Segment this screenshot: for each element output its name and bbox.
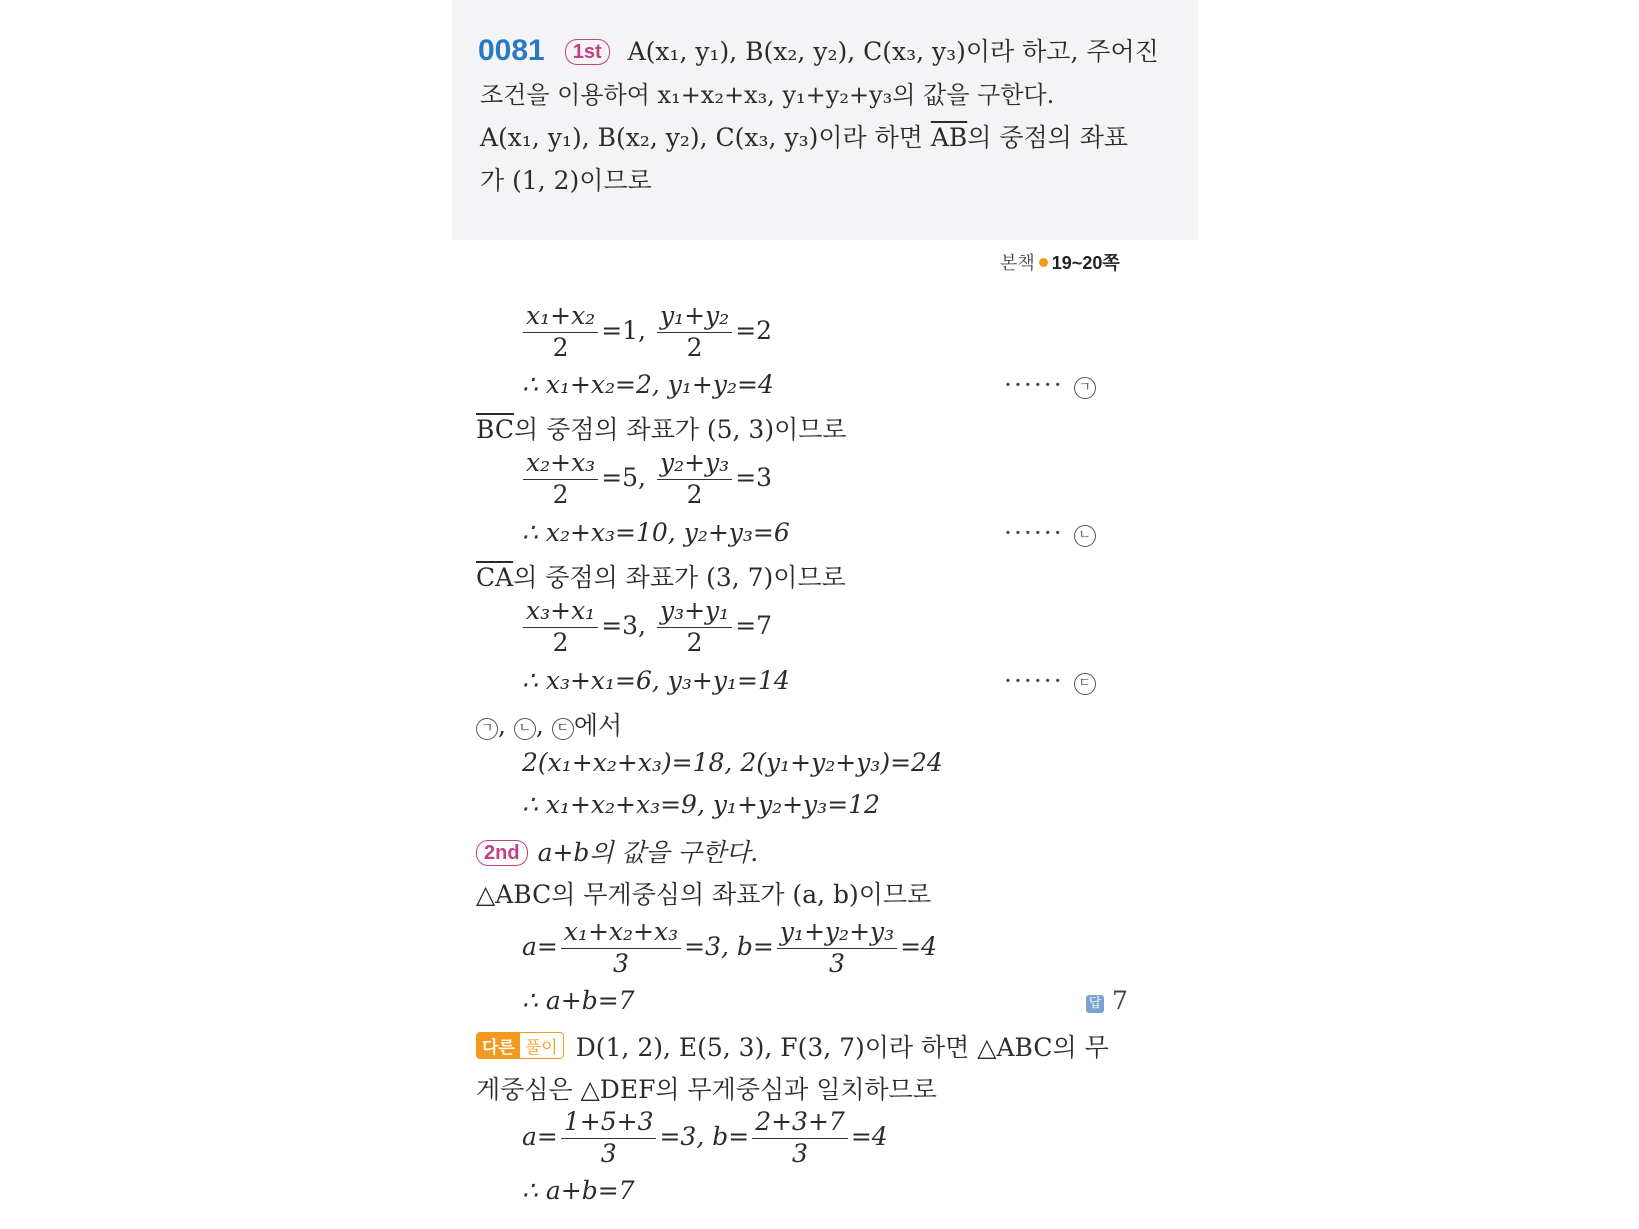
step2-header: 2nd a+b의 값을 구한다. [476, 833, 758, 869]
alt-solution-tag: 다른 풀이 [476, 1032, 564, 1059]
alt-result: ∴ a+b=7 [522, 1176, 635, 1205]
segment-ca: $\overline{CA}$ [476, 563, 514, 592]
ca-intro: $\overline{CA}$의 중점의 좌표가 (3, 7)이므로 [476, 563, 846, 592]
marker-3: ······ ㄷ [1004, 666, 1096, 695]
fraction: $\frac{\text{x₁+x₂+x₃}}{3}$ [561, 918, 681, 979]
centroid-line: △ABC의 무게중심의 좌표가 (a, b)이므로 [476, 880, 932, 909]
intro-line1 [480, 118, 1128, 154]
bc-fraction-eq: $\frac{\text{x₂+x₃}}{2}$ =5, $\frac{\text{y₂+y₃}}{2}$ =3 [520, 449, 772, 510]
segment-bc: $\overline{BC}$ [476, 415, 514, 444]
ab-result: ∴ x₁+x₂=2, y₁+y₂=4 [522, 370, 774, 399]
marker-2: ······ ㄴ [1004, 518, 1096, 547]
fraction: $\frac{2+3+7}{3}$ [752, 1108, 848, 1169]
bc-result: ∴ x₂+x₃=10, y₂+y₃=6 [522, 518, 790, 547]
ca-result: ∴ x₃+x₁=6, y₃+y₁=14 [522, 666, 790, 695]
fraction: $\frac{\text{x₂+x₃}}{2}$ [523, 449, 598, 510]
fraction: $\frac{\text{y₁+y₂}}{2}$ [657, 302, 732, 363]
problem-number: 0081 [478, 34, 545, 67]
intro-text-a: A(x₁, y₁), B(x₂, y₂), C(x₃, y₃)이라 하면 [480, 123, 931, 152]
alt-line1: 다른 풀이 D(1, 2), E(5, 3), F(3, 7)이라 하면 △ABC의 무 [476, 1028, 1109, 1064]
step1-tag: 1st [565, 39, 610, 65]
step2-tag: 2nd [476, 840, 528, 866]
ca-fraction-eq: $\frac{\text{x₃+x₁}}{2}$ =3, $\frac{\text{y₃+y₁}}{2}$ =7 [520, 597, 772, 658]
step1-text-line1: A(x₁, y₁), B(x₂, y₂), C(x₃, y₃)이라 하고, 주어진 [627, 37, 1159, 66]
book-reference [1000, 249, 1120, 275]
fraction: $\frac{\text{y₁+y₂+y₃}}{3}$ [777, 918, 897, 979]
alt-eq: a= $\frac{1+5+3}{3}$ =3, b= $\frac{2+3+7}{3}$ =4 [522, 1107, 888, 1168]
ab-fraction-eq: $\frac{\text{x₁+x₂}}{2}$ =1, $\frac{\text{y₁+y₂}}{2}$ =2 [520, 302, 772, 363]
fraction: $\frac{\text{y₃+y₁}}{2}$ [657, 597, 732, 658]
problem-header [478, 32, 1159, 68]
combine-eq2: ∴ x₁+x₂+x₃=9, y₁+y₂+y₃=12 [522, 790, 880, 819]
fraction: $\frac{\text{y₂+y₃}}{2}$ [657, 449, 732, 510]
intro-text-b: 의 중점의 좌표 [967, 123, 1129, 152]
intro-line2: 가 (1, 2)이므로 [480, 166, 652, 195]
fraction: $\frac{1+5+3}{3}$ [561, 1108, 657, 1169]
centroid-eq: a= $\frac{\text{x₁+x₂+x₃}}{3}$ =3, b= $\frac{\text{y₁+y₂+y₃}}{3}$ =4 [522, 917, 938, 978]
answer-icon: 답 [1086, 995, 1104, 1013]
segment-ab: $\overline{AB}$ [930, 123, 968, 152]
book-ref-label: 본책 [1000, 253, 1035, 273]
combine-eq1: 2(x₁+x₂+x₃)=18, 2(y₁+y₂+y₃)=24 [522, 748, 943, 777]
marker-1: ······ ㄱ [1004, 370, 1096, 399]
step1-text-line2: 조건을 이용하여 x₁+x₂+x₃, y₁+y₂+y₃의 값을 구한다. [480, 81, 1055, 109]
fraction: $\frac{\text{x₁+x₂}}{2}$ [523, 302, 598, 363]
bc-intro: $\overline{BC}$의 중점의 좌표가 (5, 3)이므로 [476, 415, 847, 444]
book-ref-pages: 19~20쪽 [1051, 253, 1120, 273]
answer: 답 7 [1086, 986, 1128, 1015]
step2-result: ∴ a+b=7 [522, 986, 635, 1015]
fraction: $\frac{\text{x₃+x₁}}{2}$ [523, 597, 598, 658]
alt-line2: 게중심은 △DEF의 무게중심과 일치하므로 [476, 1075, 937, 1104]
combine-line: ㄱ , ㄴ , ㄷ 에서 [476, 706, 622, 742]
bullet-dot-icon [1039, 258, 1048, 267]
